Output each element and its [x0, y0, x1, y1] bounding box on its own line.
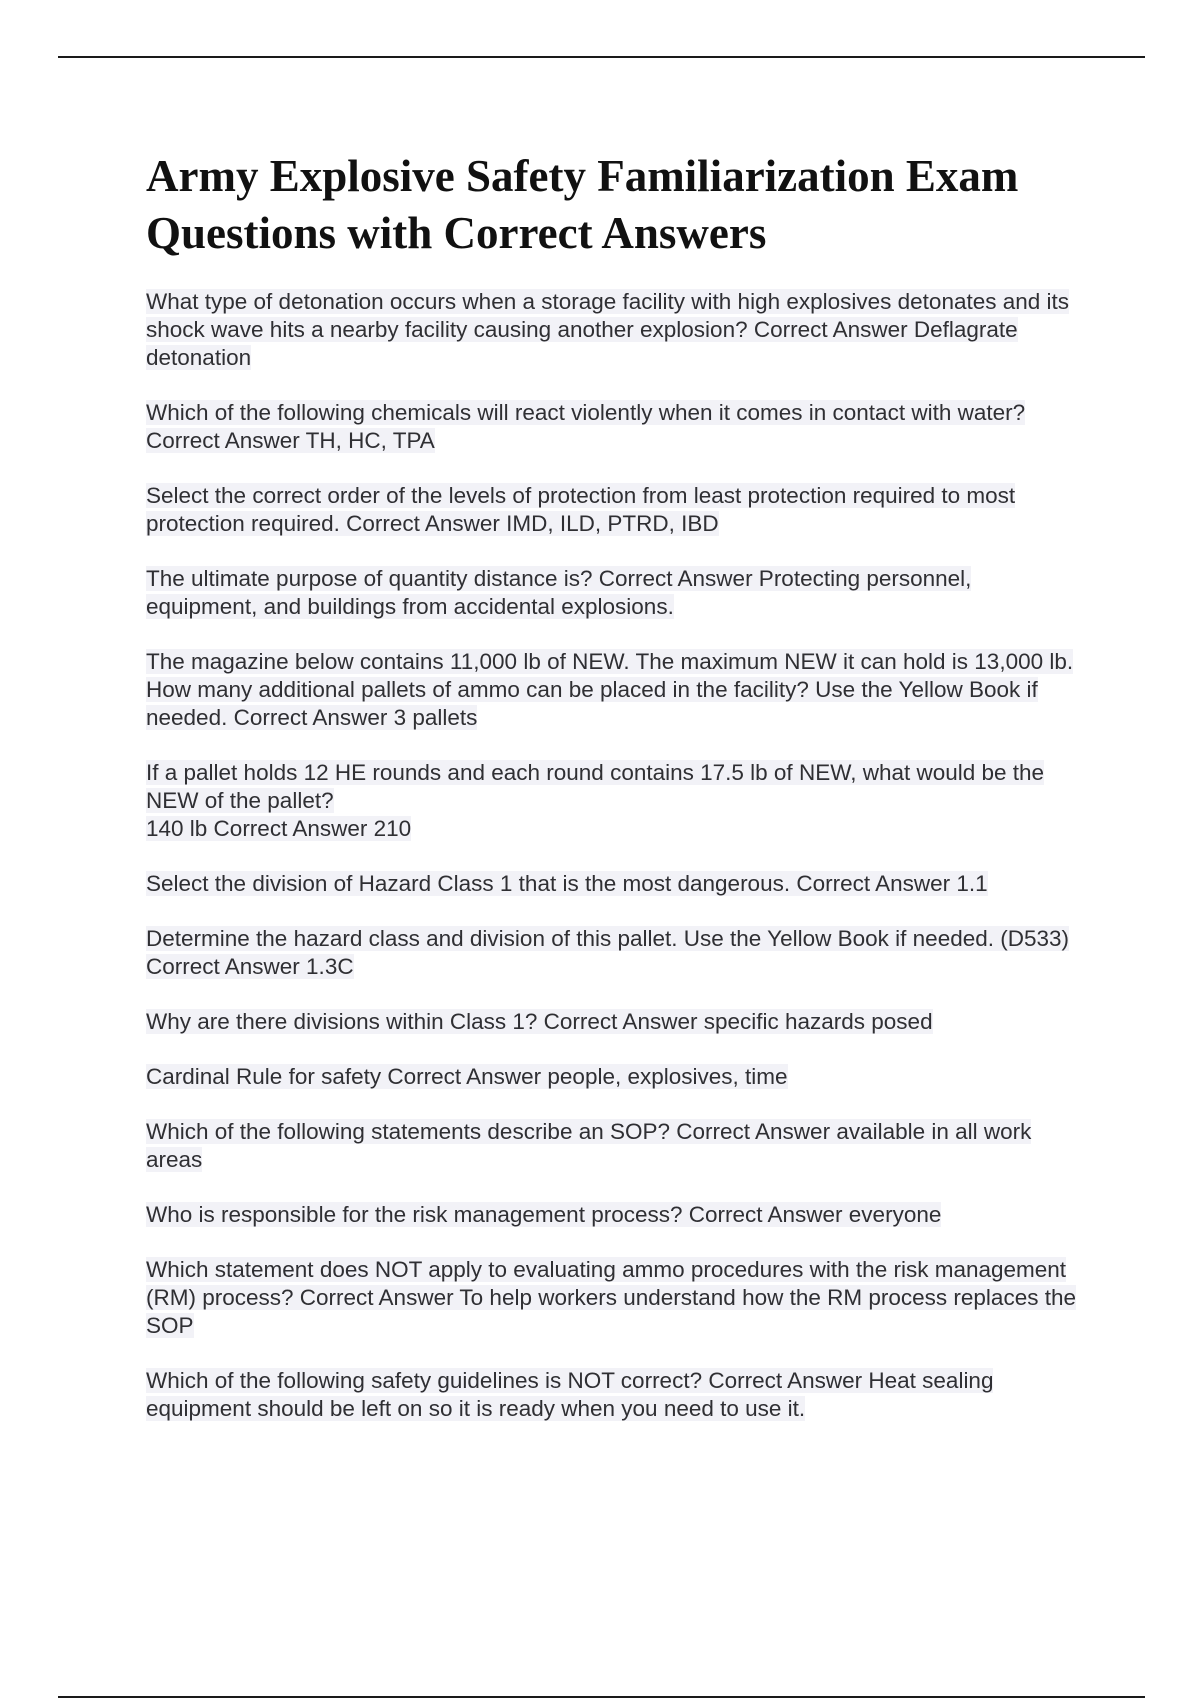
document-title: Army Explosive Safety Familiarization Exam Questions with Correct Answers	[146, 151, 1019, 258]
qa-text: Determine the hazard class and division of this pallet. Use the Yellow Book if needed. (D533) Correct Answer 1.3C	[146, 926, 1070, 979]
qa-item	[146, 1256, 1086, 1340]
qa-item	[146, 925, 1086, 981]
qa-text: The ultimate purpose of quantity distance is? Correct Answer Protecting personnel, equipment, and buildings from accidental explosions.	[146, 566, 972, 619]
qa-text: Why are there divisions within Class 1? Correct Answer specific hazards posed	[146, 1009, 933, 1034]
qa-item	[146, 399, 1086, 455]
qa-text: Which of the following chemicals will react violently when it comes in contact with water? Correct Answer TH, HC, TPA	[146, 400, 1026, 453]
qa-item	[146, 288, 1086, 372]
qa-text: Cardinal Rule for safety Correct Answer people, explosives, time	[146, 1064, 788, 1089]
qa-text: Select the correct order of the levels of protection from least protection required to most protection required. Correct Answer IMD, ILD, PTRD, IBD	[146, 483, 1016, 536]
qa-text: Which statement does NOT apply to evaluating ammo procedures with the risk management (RM) process? Correct Answer To help workers understand how the RM process replaces the SOP	[146, 1257, 1076, 1338]
qa-item	[146, 1118, 1086, 1174]
bottom-divider	[58, 1696, 1145, 1698]
qa-item	[146, 1063, 1086, 1091]
qa-text: Which of the following safety guidelines is NOT correct? Correct Answer Heat sealing equipment should be left on so it is ready when you need to use it.	[146, 1368, 994, 1421]
qa-item	[146, 1367, 1086, 1423]
qa-text: What type of detonation occurs when a storage facility with high explosives detonates and its shock wave hits a nearby facility causing another explosion? Correct Answer Deflagrate detonation	[146, 289, 1070, 370]
qa-item	[146, 1008, 1086, 1036]
qa-item	[146, 565, 1086, 621]
qa-item	[146, 1201, 1086, 1229]
qa-text: Which of the following statements describe an SOP? Correct Answer available in all work areas	[146, 1119, 1032, 1172]
qa-item	[146, 648, 1086, 732]
qa-text: If a pallet holds 12 HE rounds and each round contains 17.5 lb of NEW, what would be the NEW of the pallet? 140 lb Correct Answer 210	[146, 760, 1045, 841]
qa-text: Select the division of Hazard Class 1 that is the most dangerous. Correct Answer 1.1	[146, 871, 988, 896]
qa-item	[146, 482, 1086, 538]
qa-text: Who is responsible for the risk management process? Correct Answer everyone	[146, 1202, 942, 1227]
document-body	[146, 148, 1086, 1450]
qa-item	[146, 870, 1086, 898]
top-divider	[58, 56, 1145, 58]
qa-text: The magazine below contains 11,000 lb of NEW. The maximum NEW it can hold is 13,000 lb. How many additional pallets of ammo can be placed in the facility? Use the Yellow Book if needed. Correct Answer 3 pallets	[146, 649, 1074, 730]
qa-item	[146, 759, 1086, 843]
